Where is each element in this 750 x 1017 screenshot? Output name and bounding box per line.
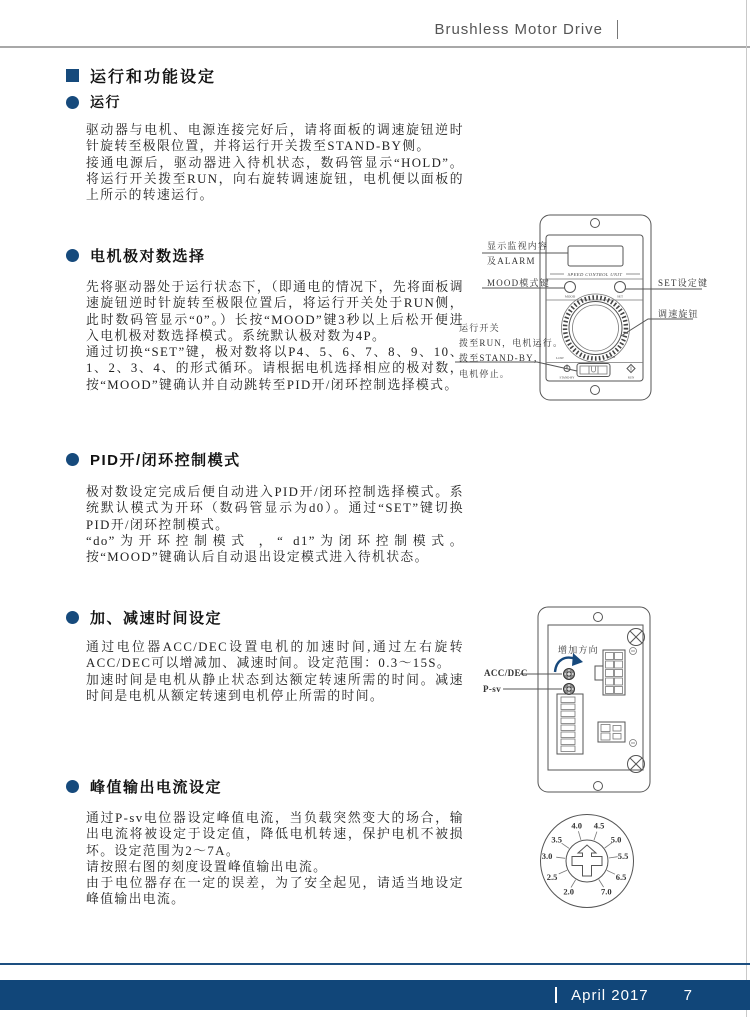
set-button-label: SET: [616, 294, 624, 299]
dial-scale-numbers: [542, 820, 629, 896]
circle-bullet-icon: [66, 453, 79, 466]
ground-mark-icon: [630, 648, 637, 655]
pid-heading: [66, 449, 241, 470]
header-title: Brushless Motor Drive: [434, 21, 603, 38]
dial-number: 3.0: [541, 851, 553, 861]
circle-bullet-icon: [66, 611, 79, 624]
terminal-block: [557, 694, 583, 754]
accdec-callout: ACC/DEC: [484, 668, 528, 678]
poles-p2: 通过切换“SET”键，极对数将以P4、5、6、7、8、9、10、1、2、3、4、的形式循环。请根据电机选择相应的极对数，按“MOOD”键确认并自动跳转至PID开/闭环控制选择模式。: [86, 345, 464, 392]
dial-number: 5.5: [617, 851, 629, 861]
poles-paragraphs: [86, 279, 464, 393]
mood-button-label: MOOD: [564, 294, 576, 299]
main-section-heading: [66, 64, 216, 87]
set-button: [615, 282, 626, 293]
footer-rule: [0, 963, 750, 965]
footer-divider: [555, 987, 557, 1003]
peak-current-dial-diagram: [528, 808, 708, 943]
dial-number: 5.0: [610, 834, 622, 845]
footer-page-number: 7: [683, 986, 692, 1004]
run-label: RUN: [627, 375, 635, 380]
unit-text: SPEED CONTROL UNIT: [567, 272, 623, 277]
peak-p3: 由于电位器存在一定的误差，为了安全起见，请适当地设定峰值输出电流。: [86, 876, 464, 907]
header-divider: [617, 20, 618, 39]
switch-callout-line3: 拨至STAND-BY，: [459, 353, 544, 363]
dial-number: 2.0: [563, 886, 575, 897]
dial-number: 3.5: [551, 834, 563, 845]
square-bullet-icon: [66, 69, 79, 82]
back-panel-diagram: [455, 600, 750, 800]
switch-callout-line2: 拨至RUN，电机运行。: [459, 338, 564, 348]
run-p2: 接通电源后，驱动器进入待机状态，数码管显示“HOLD”。将运行开关拨至RUN，向右旋转调速旋钮，电机便以面板的上所示的转速运行。: [86, 155, 464, 203]
psv-potentiometer: [564, 684, 575, 695]
run-heading: [66, 92, 121, 112]
dial-number: 4.5: [593, 820, 605, 831]
psv-callout: P-sv: [483, 684, 502, 694]
poles-p1: 先将驱动器处于运行状态下，（即通电的情况下，先将面板调速旋钮逆时针旋转至极限位置后，将运行开关处于RUN侧，此时数码管显示“0”。）长按“MOOD”键3秒以上后松开便进入电机极对数选择模式。系统默认极对数为4P。: [86, 280, 464, 343]
run-switch: [577, 364, 610, 377]
accdec-potentiometer: [564, 669, 575, 680]
speed-knob: [562, 294, 630, 362]
run-diamond-icon: [627, 365, 635, 373]
accel-p2: 加速时间是电机从静止状态到达额定转速所需的时间。减速时间是电机从额定转速到电机停止所需的时间。: [86, 672, 464, 703]
set-callout: SET设定键: [658, 278, 709, 288]
screw-top-right-icon: [628, 629, 645, 646]
pid-p1: 极对数设定完成后便自动进入PID开/闭环控制选择模式。系统默认模式为开环（数码管显示为d0）。通过“SET”键切换PID开/闭环控制模式。: [86, 485, 464, 532]
small-connector-block: [598, 722, 625, 742]
display-callout-line2: 及ALARM: [487, 256, 536, 266]
dial-cross-slot: [572, 845, 602, 876]
knob-low-label: LOW: [556, 356, 564, 360]
pid-title: PID开/闭环控制模式: [90, 452, 241, 469]
run-p1: 驱动器与电机、电源连接完好后，请将面板的调速旋钮逆时针旋转至极限位置，并将运行开关拨至STAND-BY侧。: [86, 123, 464, 154]
footer-bar: [0, 980, 750, 1010]
accel-paragraphs: [86, 639, 464, 704]
peak-paragraphs: [86, 810, 464, 908]
main-section-title: 运行和功能设定: [90, 69, 217, 86]
knob-leader-line: [621, 319, 693, 336]
dial-number: 6.5: [615, 872, 627, 882]
circle-bullet-icon: [66, 780, 79, 793]
dial-number: 7.0: [600, 886, 612, 897]
standby-label: STAND-BY: [559, 375, 575, 380]
accel-title: 加、减速时间设定: [90, 610, 223, 627]
run-title: 运行: [90, 94, 121, 110]
peak-p2: 请按照右图的刻度设置峰值输出电流。: [86, 859, 328, 874]
pid-p2: “do”为开环控制模式 ，“ d1”为闭环控制模式。按“MOOD”键确认后自动退出设定模式进入待机状态。: [86, 533, 464, 565]
peak-heading: [66, 776, 222, 797]
connector-block: [595, 650, 625, 695]
peak-title: 峰值输出电流设定: [90, 779, 223, 796]
circle-bullet-icon: [66, 96, 79, 109]
dial-number: 2.5: [546, 872, 558, 882]
switch-callout-line1: 运行开关: [459, 323, 500, 333]
poles-title: 电机极对数选择: [90, 248, 206, 265]
front-panel-diagram: [455, 190, 750, 435]
mood-callout: MOOD模式键: [487, 278, 550, 288]
footer-date: April 2017: [571, 986, 649, 1004]
circle-bullet-icon: [66, 249, 79, 262]
page-edge-line: [746, 0, 747, 1017]
pid-paragraphs: [86, 484, 464, 565]
switch-callout-line4: 电机停止。: [459, 369, 511, 379]
display-callout-line1: 显示监视内容: [487, 241, 549, 251]
header-rule: [0, 46, 750, 48]
poles-heading: [66, 245, 206, 266]
mood-button: [565, 282, 576, 293]
accel-heading: [66, 607, 222, 628]
knob-high-label: HIGH: [606, 355, 616, 359]
increase-direction-label: 增加方向: [558, 645, 599, 655]
page-header: [0, 20, 618, 39]
display-window: [568, 246, 623, 266]
peak-p1: 通过P-sv电位器设定峰值电流，当负载突然变大的场合，输出电流将被设定于设定值，降低电机转速，保护电机不被损坏。设定范围为2～7A。: [86, 811, 464, 858]
ground-mark-icon: [630, 740, 637, 747]
run-paragraphs: [86, 122, 464, 203]
accel-p1: 通过电位器ACC/DEC设置电机的加速时间,通过左右旋转ACC/DEC可以增减加、减速时间。设定范围：0.3～15S。: [86, 640, 464, 671]
dial-number: 4.0: [571, 820, 583, 831]
knob-callout: 调速旋钮: [658, 309, 699, 319]
